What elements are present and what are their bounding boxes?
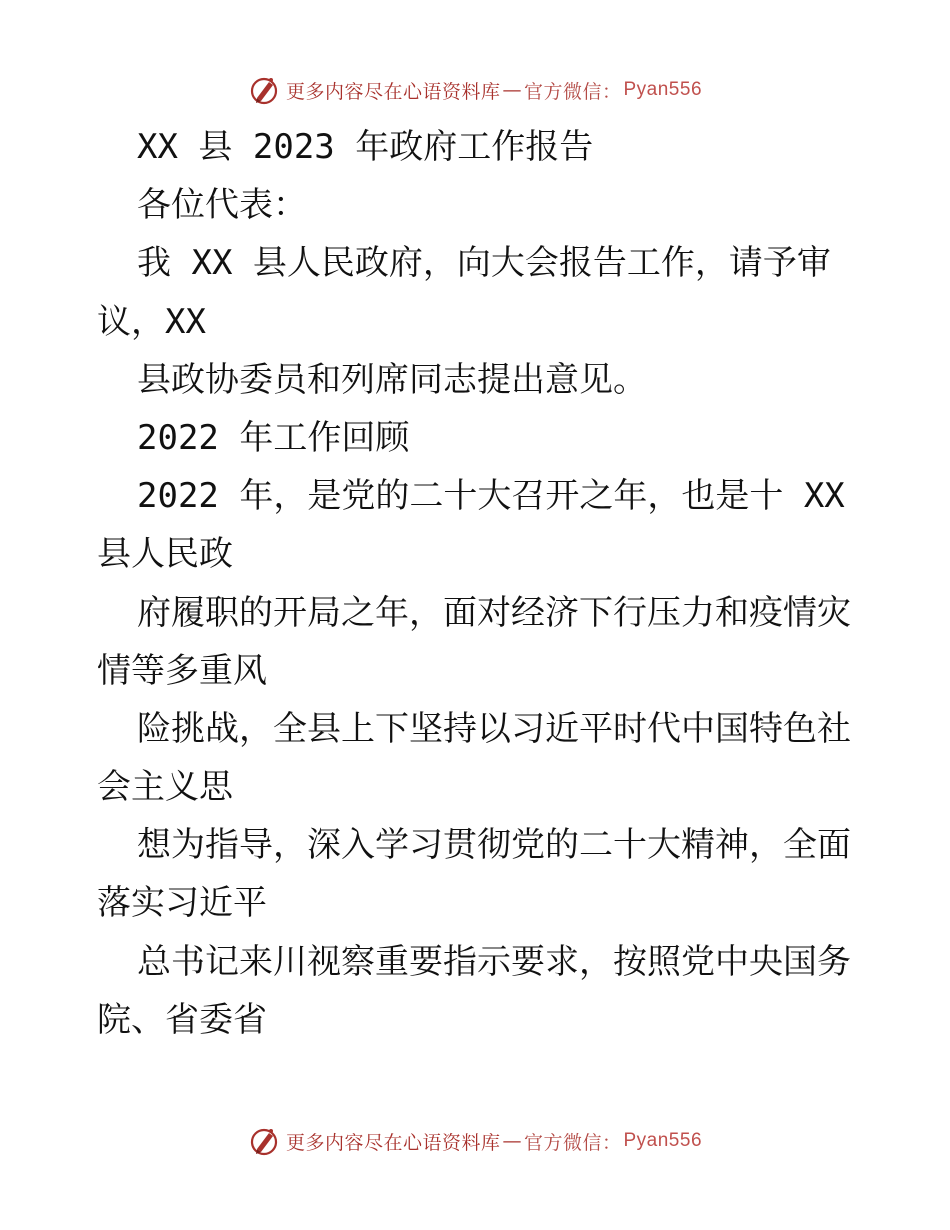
header-watermark (0, 70, 950, 110)
watermark-site-text: 更多内容尽在心语资料库 (285, 80, 501, 103)
text-line: 府履职的开局之年，面对经济下行压力和疫情灾 (137, 592, 851, 633)
text-line: 会主义思 (97, 767, 233, 808)
text-line: 县政协委员和列席同志提出意见。 (137, 359, 647, 400)
text-line: 落实习近平 (97, 883, 267, 924)
report-body (97, 118, 867, 1049)
text-line: 2022 年工作回顾 (137, 417, 410, 458)
footer-watermark (0, 1121, 950, 1161)
text-line: 情等多重风 (97, 650, 267, 691)
watermark-contact-label: 官方微信： (523, 80, 622, 103)
pen-logo-icon (248, 74, 280, 106)
watermark-contact-handle: Pyan556 (623, 1130, 703, 1151)
pen-logo-icon (248, 1125, 280, 1157)
text-line: 院、省委省 (97, 999, 267, 1040)
text-line: 总书记来川视察重要指示要求，按照党中央国务 (137, 941, 851, 982)
text-line: 2022 年，是党的二十大召开之年，也是十 XX (137, 476, 845, 517)
watermark-contact-handle: Pyan556 (623, 79, 703, 100)
watermark-site-text: 更多内容尽在心语资料库 (285, 1131, 501, 1154)
text-line: XX 县 2023 年政府工作报告 (137, 127, 594, 167)
text-line: 议，XX (97, 301, 206, 342)
text-line: 想为指导，深入学习贯彻党的二十大精神，全面 (137, 825, 851, 866)
text-line: 险挑战，全县上下坚持以习近平时代中国特色社 (137, 708, 851, 749)
text-line: 县人民政 (97, 534, 233, 575)
watermark-separator: — (502, 79, 522, 101)
watermark-contact-label: 官方微信： (523, 1131, 622, 1154)
text-line: 各位代表： (137, 185, 307, 226)
watermark-separator: — (502, 1130, 522, 1152)
text-line: 我 XX 县人民政府，向大会报告工作，请予审 (137, 243, 831, 284)
